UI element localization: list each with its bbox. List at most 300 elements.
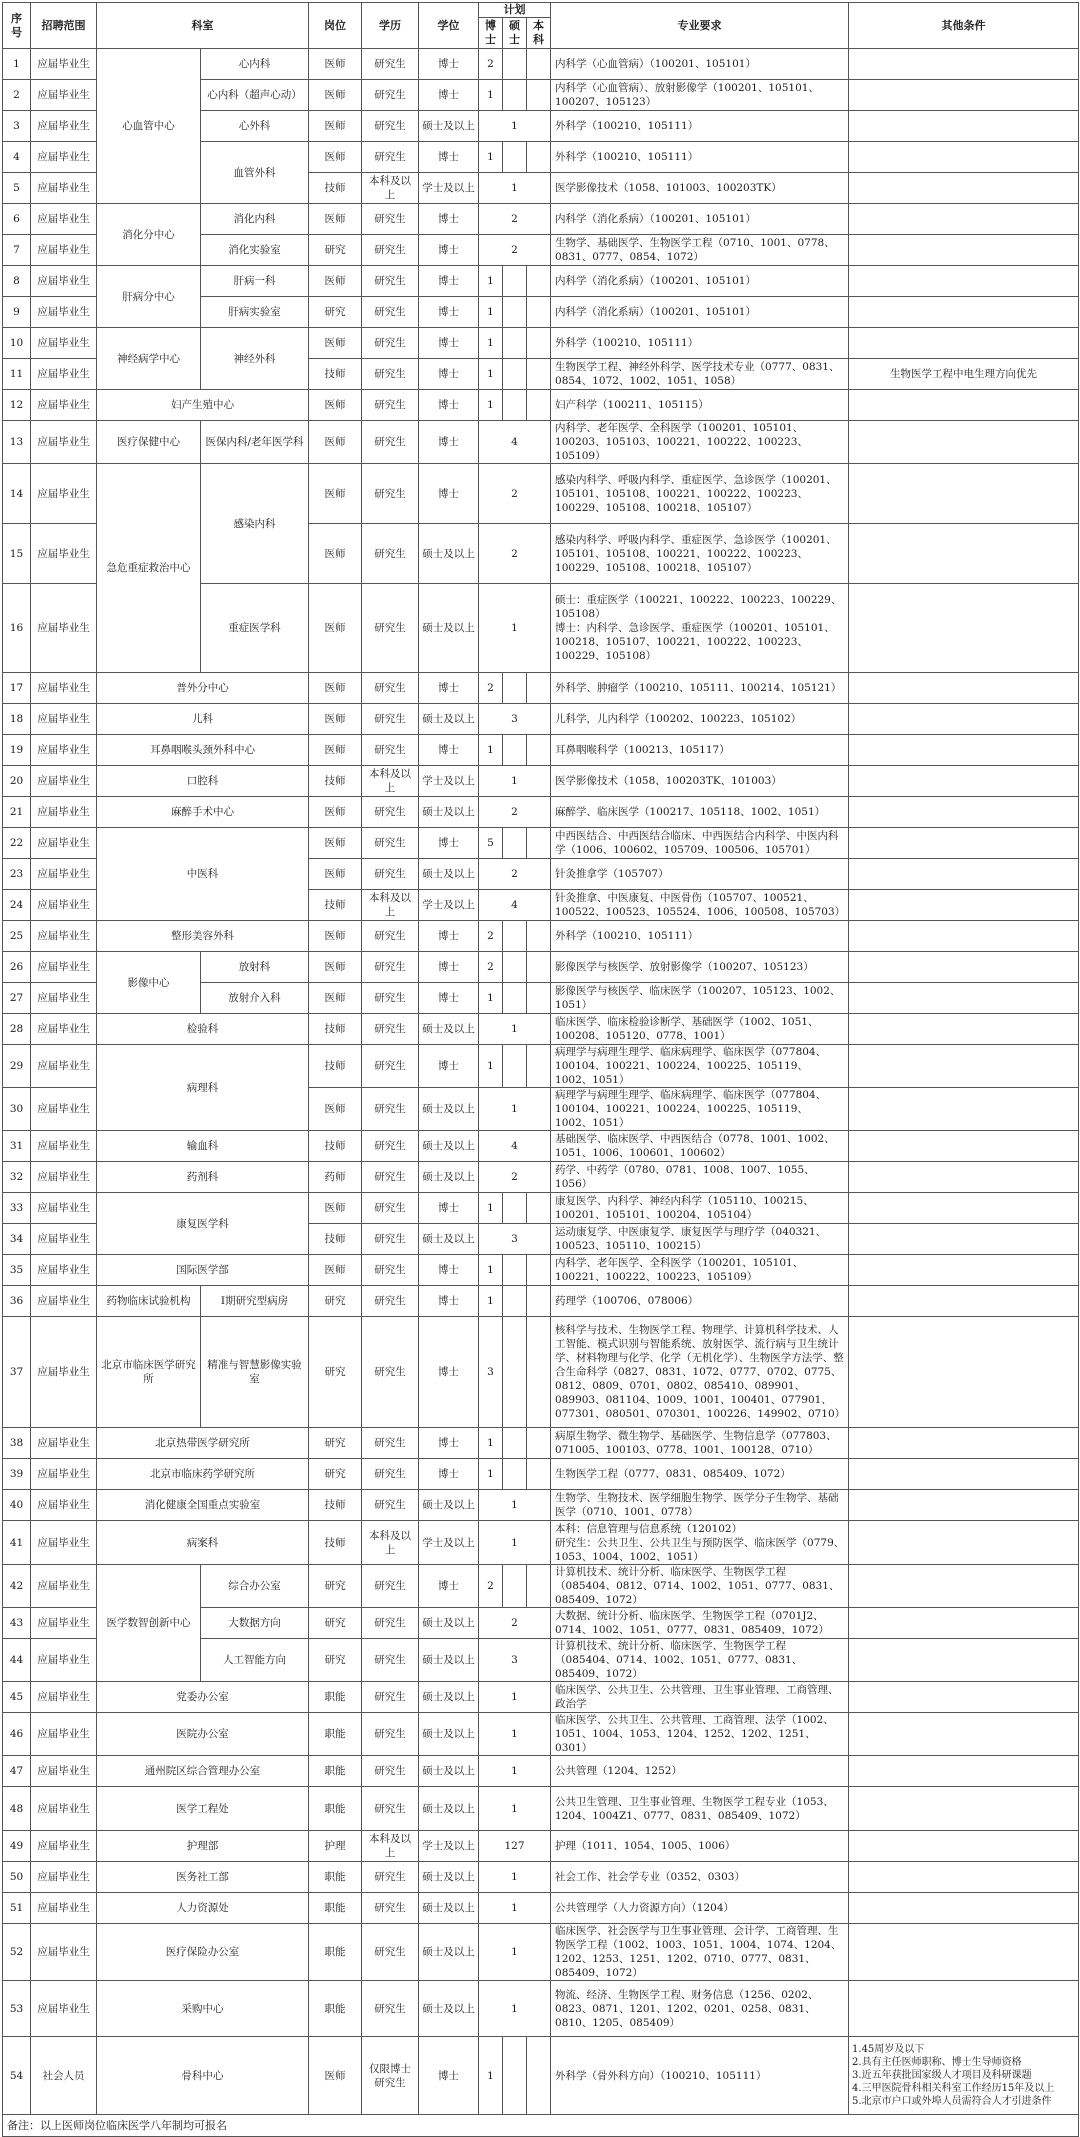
cell-degree: 博士 xyxy=(419,1459,479,1490)
cell-post: 研究 xyxy=(309,1565,362,1608)
cell-post: 医师 xyxy=(309,49,362,80)
cell-edu: 研究生 xyxy=(362,797,419,828)
cell-major: 核科学与技术、生物医学工程、物理学、计算机科学技术、人工智能、模式识别与智能系统、放射医学、流行病与卫生统计学、材料物理与化学、化学（无机化学）、生物医学方法学、整合生命科学（0827、0831、1072、0777、0702、0775、0812、0809、0701、0802、085410、089901、089903、081104、1009、1001、100401、077901、077301、080501、070301、100226、149902、0710） xyxy=(551,1317,849,1428)
cell-edu: 研究生 xyxy=(362,390,419,421)
cell-dept-group: 病理科 xyxy=(97,1045,309,1131)
cell-plan-master xyxy=(503,673,527,704)
cell-post: 医师 xyxy=(309,584,362,673)
cell-major: 内科学、老年医学、全科医学（100201、105101、100221、100222、100223、105109） xyxy=(551,1255,849,1286)
cell-other xyxy=(849,1255,1079,1286)
table-row xyxy=(3,1787,1079,1831)
cell-degree: 博士 xyxy=(419,1045,479,1088)
cell-other xyxy=(849,1045,1079,1088)
cell-other xyxy=(849,1682,1079,1713)
cell-dept: 护理部 xyxy=(97,1831,309,1862)
cell-post: 医师 xyxy=(309,524,362,584)
cell-scope: 应届毕业生 xyxy=(31,1428,97,1459)
cell-edu: 研究生 xyxy=(362,1088,419,1131)
cell-scope: 应届毕业生 xyxy=(31,80,97,111)
cell-plan-phd: 1 xyxy=(479,983,503,1014)
cell-sub: 人工智能方向 xyxy=(201,1639,309,1682)
cell-major: 耳鼻咽喉科学（100213、105117） xyxy=(551,735,849,766)
cell-other xyxy=(849,673,1079,704)
cell-degree: 博士 xyxy=(419,735,479,766)
cell-other xyxy=(849,1014,1079,1045)
cell-plan-bachelor xyxy=(527,983,551,1014)
cell-plan-master xyxy=(503,1428,527,1459)
cell-plan: 1 xyxy=(479,1756,551,1787)
cell-degree: 硕士及以上 xyxy=(419,1131,479,1162)
cell-plan-phd: 1 xyxy=(479,390,503,421)
cell-other xyxy=(849,111,1079,142)
header-other: 其他条件 xyxy=(849,3,1079,49)
cell-degree: 博士 xyxy=(419,1255,479,1286)
cell-plan-master xyxy=(503,921,527,952)
cell-scope: 应届毕业生 xyxy=(31,297,97,328)
cell-dept-group: 影像中心 xyxy=(97,952,201,1014)
cell-plan: 1 xyxy=(479,1787,551,1831)
cell-other xyxy=(849,80,1079,111)
cell-dept: 党委办公室 xyxy=(97,1682,309,1713)
cell-seq: 7 xyxy=(3,235,31,266)
cell-dept: 人力资源处 xyxy=(97,1893,309,1924)
table-row xyxy=(3,1521,1079,1565)
table-row xyxy=(3,1713,1079,1756)
cell-edu: 仅限博士研究生 xyxy=(362,2037,419,2115)
cell-post: 医师 xyxy=(309,797,362,828)
cell-major: 大数据、统计分析、临床医学、生物医学工程（0701J2、0714、1002、1051、0777、0831、085409、1072） xyxy=(551,1608,849,1639)
cell-post: 研究 xyxy=(309,1459,362,1490)
cell-seq: 22 xyxy=(3,828,31,859)
cell-edu: 研究生 xyxy=(362,1428,419,1459)
cell-degree: 博士 xyxy=(419,673,479,704)
cell-other xyxy=(849,1831,1079,1862)
table-row xyxy=(3,421,1079,464)
cell-other xyxy=(849,204,1079,235)
cell-plan-phd: 1 xyxy=(479,735,503,766)
cell-plan-bachelor xyxy=(527,2037,551,2115)
cell-sub: 精准与智慧影像实验室 xyxy=(201,1317,309,1428)
table-row xyxy=(3,1317,1079,1428)
cell-plan-phd: 1 xyxy=(479,142,503,173)
cell-other xyxy=(849,1428,1079,1459)
cell-seq: 40 xyxy=(3,1490,31,1521)
table-row xyxy=(3,266,1079,297)
cell-post: 技师 xyxy=(309,173,362,204)
cell-other xyxy=(849,921,1079,952)
cell-edu: 研究生 xyxy=(362,735,419,766)
cell-plan: 1 xyxy=(479,1490,551,1521)
cell-post: 医师 xyxy=(309,952,362,983)
cell-major: 外科学、肿瘤学（100210、105111、100214、105121） xyxy=(551,673,849,704)
cell-degree: 硕士及以上 xyxy=(419,797,479,828)
cell-seq: 28 xyxy=(3,1014,31,1045)
cell-scope: 应届毕业生 xyxy=(31,1224,97,1255)
cell-other xyxy=(849,1088,1079,1131)
cell-seq: 36 xyxy=(3,1286,31,1317)
cell-post: 研究 xyxy=(309,1428,362,1459)
cell-post: 研究 xyxy=(309,1317,362,1428)
cell-post: 药师 xyxy=(309,1162,362,1193)
cell-plan-bachelor xyxy=(527,266,551,297)
cell-other xyxy=(849,1162,1079,1193)
cell-plan: 1 xyxy=(479,1893,551,1924)
cell-edu: 研究生 xyxy=(362,80,419,111)
cell-plan-phd: 2 xyxy=(479,49,503,80)
cell-other xyxy=(849,1286,1079,1317)
cell-seq: 4 xyxy=(3,142,31,173)
cell-degree: 博士 xyxy=(419,390,479,421)
cell-degree: 硕士及以上 xyxy=(419,1981,479,2037)
cell-dept: 医院办公室 xyxy=(97,1713,309,1756)
cell-other xyxy=(849,464,1079,524)
cell-plan-bachelor xyxy=(527,80,551,111)
cell-other xyxy=(849,828,1079,859)
table-row xyxy=(3,49,1079,80)
table-row xyxy=(3,1565,1079,1608)
cell-plan: 2 xyxy=(479,1608,551,1639)
cell-scope: 应届毕业生 xyxy=(31,890,97,921)
cell-other xyxy=(849,1490,1079,1521)
cell-other xyxy=(849,1317,1079,1428)
cell-plan: 3 xyxy=(479,1224,551,1255)
cell-other xyxy=(849,1787,1079,1831)
cell-major: 外科学（100210、105111） xyxy=(551,142,849,173)
cell-edu: 本科及以上 xyxy=(362,1521,419,1565)
cell-post: 医师 xyxy=(309,204,362,235)
cell-seq: 51 xyxy=(3,1893,31,1924)
cell-post: 技师 xyxy=(309,1131,362,1162)
cell-seq: 47 xyxy=(3,1756,31,1787)
cell-scope: 应届毕业生 xyxy=(31,1521,97,1565)
cell-plan-phd: 1 xyxy=(479,328,503,359)
cell-major: 病理学与病理生理学、临床病理学、临床医学（077804、100104、100221、100224、100225、105119、1002、1051） xyxy=(551,1088,849,1131)
cell-degree: 博士 xyxy=(419,828,479,859)
cell-plan-master xyxy=(503,735,527,766)
cell-dept-group: 消化分中心 xyxy=(97,204,201,266)
cell-dept: 儿科 xyxy=(97,704,309,735)
cell-sub-group: 血管外科 xyxy=(201,142,309,204)
cell-edu: 研究生 xyxy=(362,1893,419,1924)
cell-scope: 应届毕业生 xyxy=(31,1682,97,1713)
cell-scope: 应届毕业生 xyxy=(31,1862,97,1893)
cell-post: 医师 xyxy=(309,921,362,952)
cell-other xyxy=(849,1862,1079,1893)
cell-plan: 4 xyxy=(479,421,551,464)
cell-scope: 应届毕业生 xyxy=(31,390,97,421)
cell-edu: 研究生 xyxy=(362,1981,419,2037)
cell-degree: 学士及以上 xyxy=(419,1831,479,1862)
cell-other xyxy=(849,524,1079,584)
cell-major: 针灸推拿、中医康复、中医骨伤（105707、100521、100522、100523、105524、1006、100508、105703） xyxy=(551,890,849,921)
header-post: 岗位 xyxy=(309,3,362,49)
cell-sub: 放射介入科 xyxy=(201,983,309,1014)
cell-edu: 研究生 xyxy=(362,142,419,173)
cell-plan: 2 xyxy=(479,859,551,890)
cell-seq: 33 xyxy=(3,1193,31,1224)
cell-major: 生物医学工程（0777、0831、085409、1072） xyxy=(551,1459,849,1490)
table-row xyxy=(3,1490,1079,1521)
cell-other xyxy=(849,859,1079,890)
cell-seq: 32 xyxy=(3,1162,31,1193)
cell-plan: 1 xyxy=(479,1682,551,1713)
cell-plan-phd: 1 xyxy=(479,1286,503,1317)
cell-dept: 整形美容外科 xyxy=(97,921,309,952)
cell-major: 生物学、生物技术、医学细胞生物学、医学分子生物学、基础医学（0710、1001、0778） xyxy=(551,1490,849,1521)
cell-dept-group: 医学数智创新中心 xyxy=(97,1565,201,1682)
cell-plan: 4 xyxy=(479,890,551,921)
cell-plan-bachelor xyxy=(527,1317,551,1428)
cell-plan-bachelor xyxy=(527,828,551,859)
cell-edu: 研究生 xyxy=(362,1224,419,1255)
cell-degree: 硕士及以上 xyxy=(419,1787,479,1831)
cell-dept: 耳鼻咽喉头颈外科中心 xyxy=(97,735,309,766)
cell-post: 医师 xyxy=(309,390,362,421)
cell-major: 药理学（100706、078006） xyxy=(551,1286,849,1317)
cell-scope: 应届毕业生 xyxy=(31,828,97,859)
cell-plan-master xyxy=(503,359,527,390)
cell-scope: 应届毕业生 xyxy=(31,464,97,524)
cell-dept-group: 神经病学中心 xyxy=(97,328,201,390)
cell-major: 计算机技术、统计分析、临床医学、生物医学工程（085404、0812、0714、1002、1051、0777、0831、085409、1072） xyxy=(551,1565,849,1608)
cell-degree: 博士 xyxy=(419,464,479,524)
cell-other xyxy=(849,1224,1079,1255)
cell-major: 病原生物学、微生物学、基础医学、生物信息学（077803、071005、100103、0778、1001、100128、0710） xyxy=(551,1428,849,1459)
cell-post: 职能 xyxy=(309,1893,362,1924)
cell-plan-master xyxy=(503,142,527,173)
cell-degree: 硕士及以上 xyxy=(419,859,479,890)
header-seq: 序号 xyxy=(3,3,31,49)
cell-post: 职能 xyxy=(309,1924,362,1981)
cell-degree: 博士 xyxy=(419,921,479,952)
cell-dept: 医疗保险办公室 xyxy=(97,1924,309,1981)
cell-post: 医师 xyxy=(309,1255,362,1286)
cell-other xyxy=(849,328,1079,359)
cell-other xyxy=(849,1459,1079,1490)
cell-scope: 应届毕业生 xyxy=(31,1787,97,1831)
cell-other xyxy=(849,797,1079,828)
cell-sub-group: 感染内科 xyxy=(201,464,309,584)
cell-plan: 1 xyxy=(479,766,551,797)
table-row xyxy=(3,1756,1079,1787)
cell-other xyxy=(849,1521,1079,1565)
cell-edu: 研究生 xyxy=(362,1862,419,1893)
cell-scope: 应届毕业生 xyxy=(31,673,97,704)
cell-seq: 29 xyxy=(3,1045,31,1088)
cell-seq: 53 xyxy=(3,1981,31,2037)
cell-other xyxy=(849,49,1079,80)
footnote: 备注：以上医师岗位临床医学八年制均可报名 xyxy=(3,2115,1079,2137)
header-scope: 招聘范围 xyxy=(31,3,97,49)
cell-edu: 研究生 xyxy=(362,983,419,1014)
cell-post: 医师 xyxy=(309,111,362,142)
cell-plan: 1 xyxy=(479,111,551,142)
cell-major: 临床医学、社会医学与卫生事业管理、会计学、工商管理、生物医学工程（1002、1003、1051、1004、1074、1204、1202、1253、1251、1202、0710、0777、0831、085409、1072） xyxy=(551,1924,849,1981)
cell-seq: 46 xyxy=(3,1713,31,1756)
cell-degree: 硕士及以上 xyxy=(419,1713,479,1756)
cell-scope: 应届毕业生 xyxy=(31,766,97,797)
cell-major: 儿科学，儿内科学（100202、100223、105102） xyxy=(551,704,849,735)
cell-major: 内科学、老年医学、全科医学（100201、105101、100203、105103、100221、100222、100223、105109） xyxy=(551,421,849,464)
cell-sub: 大数据方向 xyxy=(201,1608,309,1639)
cell-degree: 硕士及以上 xyxy=(419,1682,479,1713)
cell-other xyxy=(849,1924,1079,1981)
cell-scope: 应届毕业生 xyxy=(31,1045,97,1088)
table-row xyxy=(3,204,1079,235)
cell-degree: 博士 xyxy=(419,1193,479,1224)
cell-plan-phd: 1 xyxy=(479,297,503,328)
cell-degree: 硕士及以上 xyxy=(419,1608,479,1639)
cell-dept: 药剂科 xyxy=(97,1162,309,1193)
cell-plan: 1 xyxy=(479,1521,551,1565)
table-row xyxy=(3,1893,1079,1924)
cell-dept: 国际医学部 xyxy=(97,1255,309,1286)
cell-plan-phd: 1 xyxy=(479,2037,503,2115)
cell-sub: 肝病实验室 xyxy=(201,297,309,328)
cell-edu: 研究生 xyxy=(362,1565,419,1608)
cell-post: 医师 xyxy=(309,2037,362,2115)
cell-scope: 应届毕业生 xyxy=(31,704,97,735)
cell-degree: 硕士及以上 xyxy=(419,704,479,735)
table-row xyxy=(3,390,1079,421)
cell-plan: 2 xyxy=(479,204,551,235)
cell-plan-master xyxy=(503,1459,527,1490)
cell-plan-master xyxy=(503,828,527,859)
cell-dept: 医务社工部 xyxy=(97,1862,309,1893)
cell-seq: 54 xyxy=(3,2037,31,2115)
cell-sub: 心内科（超声心动） xyxy=(201,80,309,111)
cell-dept-group: 北京市临床医学研究所 xyxy=(97,1317,201,1428)
cell-edu: 本科及以上 xyxy=(362,766,419,797)
footnote-row xyxy=(3,2115,1079,2137)
cell-plan-bachelor xyxy=(527,1565,551,1608)
cell-other xyxy=(849,1193,1079,1224)
table-row xyxy=(3,1162,1079,1193)
cell-degree: 硕士及以上 xyxy=(419,1224,479,1255)
cell-post: 医师 xyxy=(309,983,362,1014)
cell-edu: 研究生 xyxy=(362,1756,419,1787)
cell-edu: 研究生 xyxy=(362,1014,419,1045)
cell-other xyxy=(849,297,1079,328)
cell-major: 内科学（消化系病）（100201、105101） xyxy=(551,204,849,235)
cell-plan: 1 xyxy=(479,1862,551,1893)
cell-major: 物流、经济、生物医学工程、财务信息（1256、0202、0823、0871、1201、1202、0201、0258、0831、0810、1205、085409） xyxy=(551,1981,849,2037)
cell-degree: 博士 xyxy=(419,1565,479,1608)
table-row xyxy=(3,673,1079,704)
cell-edu: 研究生 xyxy=(362,1193,419,1224)
cell-dept: 通州院区综合管理办公室 xyxy=(97,1756,309,1787)
cell-seq: 12 xyxy=(3,390,31,421)
cell-plan-master xyxy=(503,1317,527,1428)
table-row xyxy=(3,1286,1079,1317)
cell-post: 医师 xyxy=(309,421,362,464)
cell-major: 内科学（消化系病）（100201、105101） xyxy=(551,266,849,297)
cell-scope: 应届毕业生 xyxy=(31,142,97,173)
cell-post: 技师 xyxy=(309,890,362,921)
cell-seq: 43 xyxy=(3,1608,31,1639)
cell-dept: 骨科中心 xyxy=(97,2037,309,2115)
cell-other xyxy=(849,1713,1079,1756)
cell-seq: 23 xyxy=(3,859,31,890)
cell-scope: 应届毕业生 xyxy=(31,1088,97,1131)
cell-major: 麻醉学、临床医学（100217、105118、1002、1051） xyxy=(551,797,849,828)
cell-dept: 北京市临床药学研究所 xyxy=(97,1459,309,1490)
cell-scope: 应届毕业生 xyxy=(31,1131,97,1162)
table-row xyxy=(3,952,1079,983)
header-phd: 博士 xyxy=(479,18,503,49)
cell-post: 医师 xyxy=(309,828,362,859)
cell-scope: 应届毕业生 xyxy=(31,235,97,266)
cell-edu: 研究生 xyxy=(362,828,419,859)
header-bachelor: 本科 xyxy=(527,18,551,49)
cell-scope: 应届毕业生 xyxy=(31,1014,97,1045)
cell-plan-phd: 1 xyxy=(479,1193,503,1224)
cell-major: 临床医学、公共卫生、公共管理、工商管理、法学（1002、1051、1004、1053、1204、1252、1202、1251、0301） xyxy=(551,1713,849,1756)
cell-scope: 应届毕业生 xyxy=(31,1490,97,1521)
cell-seq: 30 xyxy=(3,1088,31,1131)
cell-dept-group: 肝病分中心 xyxy=(97,266,201,328)
cell-major: 中西医结合、中西医结合临床、中西医结合内科学、中医内科学（1006、100602、105709、100506、105701） xyxy=(551,828,849,859)
cell-major: 计算机技术、统计分析、临床医学、生物医学工程（085404、0714、1002、1051、0777、0831、085409、1072） xyxy=(551,1639,849,1682)
table-row xyxy=(3,704,1079,735)
cell-edu: 研究生 xyxy=(362,952,419,983)
cell-major: 康复医学、内科学、神经内科学（105110、100215、100201、105101、100204、105104） xyxy=(551,1193,849,1224)
cell-scope: 应届毕业生 xyxy=(31,921,97,952)
cell-plan-bachelor xyxy=(527,359,551,390)
cell-scope: 应届毕业生 xyxy=(31,359,97,390)
cell-plan-phd: 1 xyxy=(479,80,503,111)
cell-dept: 医学工程处 xyxy=(97,1787,309,1831)
cell-scope: 应届毕业生 xyxy=(31,111,97,142)
cell-plan-bachelor xyxy=(527,1286,551,1317)
cell-scope: 应届毕业生 xyxy=(31,1893,97,1924)
table-row xyxy=(3,1459,1079,1490)
cell-degree: 博士 xyxy=(419,1286,479,1317)
cell-plan-master xyxy=(503,1255,527,1286)
cell-major: 临床医学、临床检验诊断学、基础医学（1002、1051、100208、105120、0778、1001） xyxy=(551,1014,849,1045)
cell-plan-bachelor xyxy=(527,142,551,173)
cell-dept: 麻醉手术中心 xyxy=(97,797,309,828)
cell-edu: 研究生 xyxy=(362,1286,419,1317)
cell-seq: 1 xyxy=(3,49,31,80)
cell-sub: 心外科 xyxy=(201,111,309,142)
cell-seq: 18 xyxy=(3,704,31,735)
cell-seq: 34 xyxy=(3,1224,31,1255)
cell-scope: 社会人员 xyxy=(31,2037,97,2115)
cell-degree: 博士 xyxy=(419,235,479,266)
header-major: 专业要求 xyxy=(551,3,849,49)
cell-plan: 1 xyxy=(479,173,551,204)
cell-dept: 采购中心 xyxy=(97,1981,309,2037)
cell-scope: 应届毕业生 xyxy=(31,1286,97,1317)
cell-plan-bachelor xyxy=(527,328,551,359)
cell-post: 研究 xyxy=(309,1608,362,1639)
cell-edu: 研究生 xyxy=(362,421,419,464)
cell-seq: 15 xyxy=(3,524,31,584)
cell-major: 基础医学、临床医学、中西医结合（0778、1001、1002、1051、1006、100601、100602） xyxy=(551,1131,849,1162)
table-row xyxy=(3,328,1079,359)
cell-edu: 研究生 xyxy=(362,1490,419,1521)
cell-other xyxy=(849,235,1079,266)
cell-edu: 研究生 xyxy=(362,359,419,390)
cell-scope: 应届毕业生 xyxy=(31,1639,97,1682)
cell-dept: 普外分中心 xyxy=(97,673,309,704)
cell-other xyxy=(849,766,1079,797)
header-edu: 学历 xyxy=(362,3,419,49)
table-row xyxy=(3,2037,1079,2115)
cell-post: 技师 xyxy=(309,1014,362,1045)
cell-edu: 研究生 xyxy=(362,1639,419,1682)
